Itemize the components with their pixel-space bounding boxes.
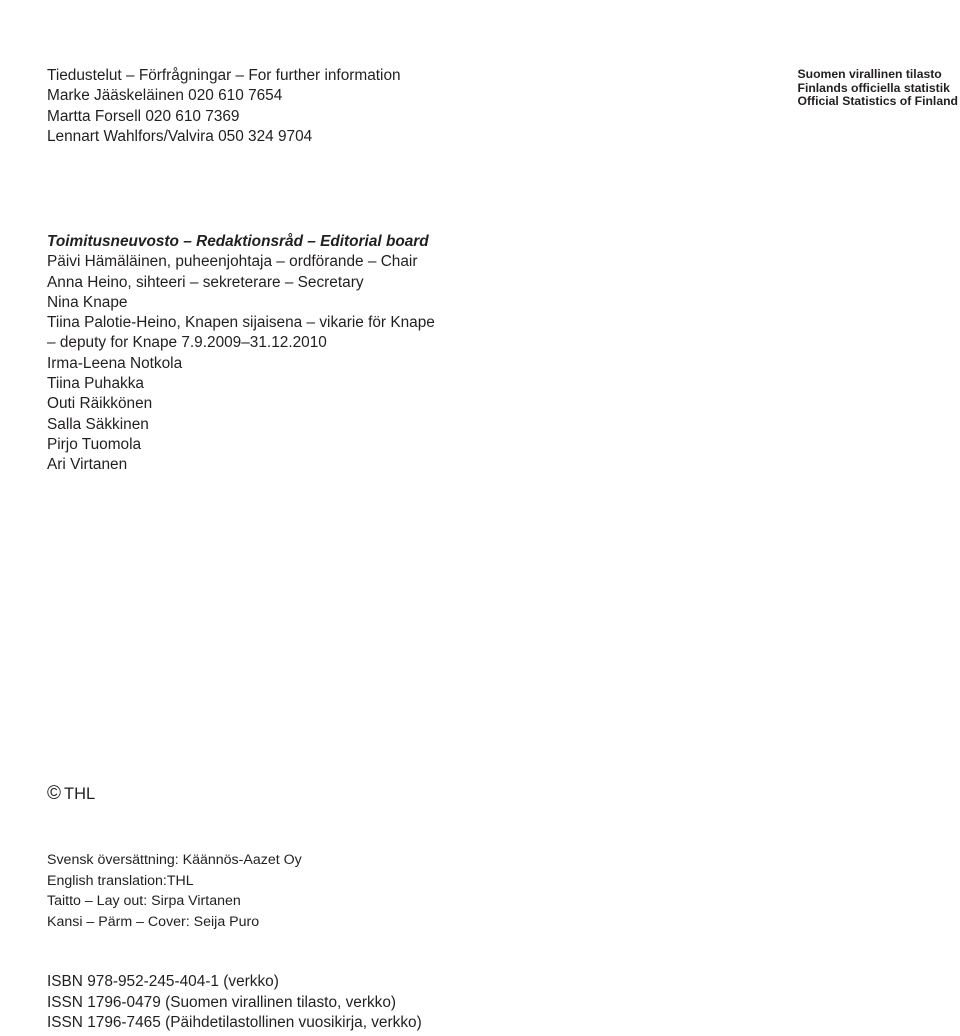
credit-line: English translation:THL xyxy=(47,872,194,889)
board-member: Päivi Hämäläinen, puheenjohtaja – ordförande – Chair xyxy=(47,253,418,271)
board-member: Pirjo Tuomola xyxy=(47,435,142,453)
board-member: Outi Räikkönen xyxy=(47,395,153,413)
board-member: Anna Heino, sihteeri – sekreterare – Secretary xyxy=(47,273,364,291)
issn-line: ISSN 1796-0479 (Suomen virallinen tilasto, verkko) xyxy=(47,993,397,1011)
board-member-continuation: – deputy for Knape 7.9.2009–31.12.2010 xyxy=(47,334,327,352)
publication-identifiers xyxy=(47,972,422,1034)
contact-heading: Tiedustelut – Förfrågningar – For further information xyxy=(47,67,401,84)
isbn-line: ISBN 978-952-245-404-1 (verkko) xyxy=(47,973,279,990)
series-title-en: Official Statistics of Finland xyxy=(797,94,958,109)
series-title-sv: Finlands officiella statistik xyxy=(797,80,950,95)
board-member: Nina Knape xyxy=(47,293,128,311)
series-title-fi: Suomen virallinen tilasto xyxy=(797,67,942,81)
credit-line: Svensk översättning: Käännös-Aazet Oy xyxy=(47,852,302,868)
copyright-notice xyxy=(47,783,95,805)
production-credits xyxy=(47,850,302,932)
contact-line: Lennart Wahlfors/Valvira 050 324 9704 xyxy=(47,127,313,145)
board-member: Ari Virtanen xyxy=(47,456,128,474)
copyright-icon: © xyxy=(47,783,61,804)
contact-line: Martta Forsell 020 610 7369 xyxy=(47,107,240,125)
copyright-holder: THL xyxy=(64,785,96,803)
official-statistics-title xyxy=(798,68,959,109)
credit-line: Kansi – Pärm – Cover: Seija Puro xyxy=(47,913,260,930)
issn-line: ISSN 1796-7465 (Päihdetilastollinen vuosikirja, verkko) xyxy=(47,1014,422,1032)
board-member: Tiina Palotie-Heino, Knapen sijaisena – vikarie för Knape xyxy=(47,314,435,332)
board-member: Salla Säkkinen xyxy=(47,415,149,433)
editorial-board-heading: Toimitusneuvosto – Redaktionsråd – Editorial board xyxy=(47,233,429,250)
contact-information xyxy=(47,66,401,147)
editorial-board xyxy=(47,232,435,476)
board-member: Tiina Puhakka xyxy=(47,375,144,393)
contact-line: Marke Jääskeläinen 020 610 7654 xyxy=(47,87,283,105)
credit-line: Taitto – Lay out: Sirpa Virtanen xyxy=(47,893,241,910)
board-member: Irma-Leena Notkola xyxy=(47,354,183,372)
